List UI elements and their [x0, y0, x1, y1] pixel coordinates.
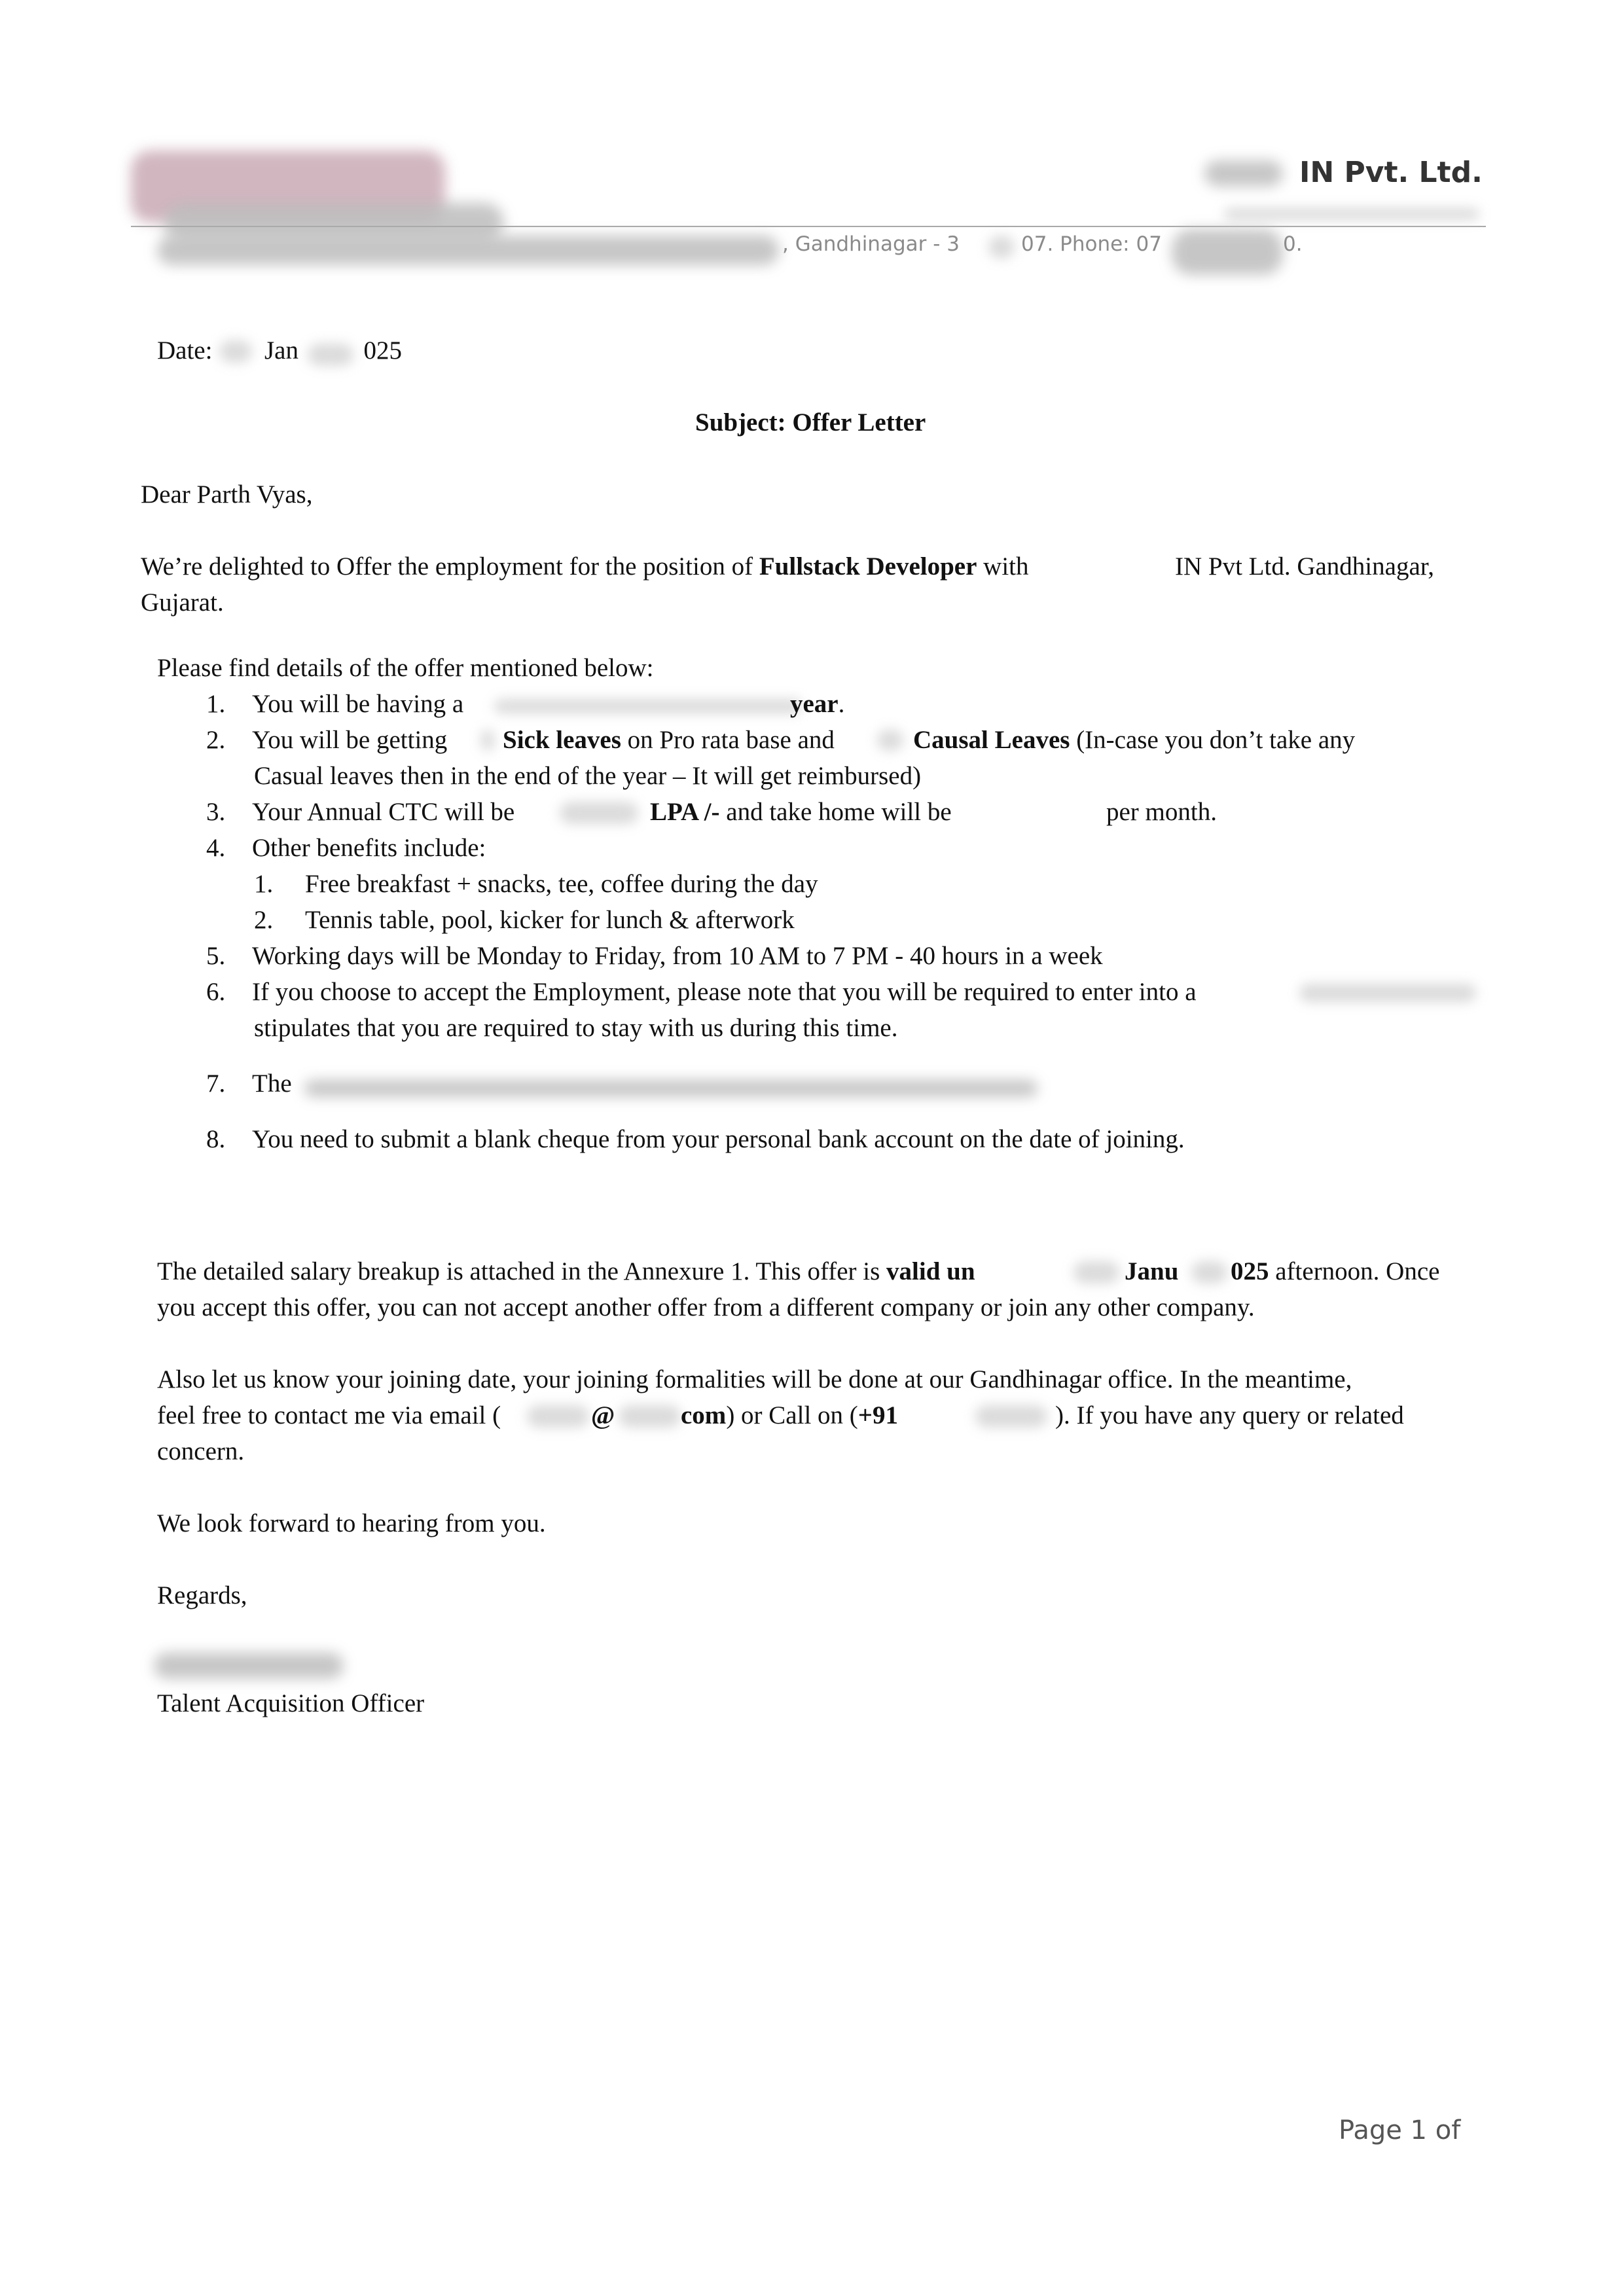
- closing-line: We look forward to hearing from you.: [157, 1509, 546, 1537]
- offer-item-5: 5. Working days will be Monday to Friday, from 10 AM to 7 PM - 40 hours in a week: [206, 942, 1103, 970]
- letter-date: [157, 332, 402, 368]
- redacted-date-part: [308, 344, 353, 366]
- address-phone: 07. Phone: 07: [1021, 232, 1162, 256]
- redacted-cin: [1224, 208, 1479, 220]
- valid-until: valid un: [886, 1257, 975, 1285]
- offer-item-2-tail: Causal Leaves (In-case you don’t take any: [913, 726, 1356, 754]
- date-month: Jan: [264, 336, 298, 365]
- offer-item-1-end: year.: [790, 690, 845, 718]
- joining-line-2b: com) or Call on (+91: [681, 1401, 899, 1429]
- offer-item-4: 4. Other benefits include:: [206, 834, 486, 862]
- validity-line-2: you accept this offer, you can not accept another offer from a different company or join any other company.: [157, 1293, 1255, 1321]
- offer-item-6: 6. If you choose to accept the Employment, please note that you will be required to enter into a: [206, 978, 1197, 1006]
- redacted-address: [157, 236, 779, 265]
- intro-line-1: We’re delighted to Offer the employment for the position of Fullstack Developer with: [141, 552, 1029, 581]
- salutation: Dear Parth Vyas,: [141, 480, 313, 509]
- redacted-casual-count: [877, 730, 903, 751]
- benefit-1: 1. Free breakfast + snacks, tee, coffee during the day: [254, 870, 818, 898]
- joining-line-2c: ). If you have any query or related: [1055, 1401, 1404, 1429]
- redacted-company-name: [1204, 160, 1283, 187]
- joining-line-3: concern.: [157, 1437, 245, 1465]
- position-name: Fullstack Developer: [759, 552, 977, 581]
- benefit-2: 2. Tennis table, pool, kicker for lunch & afterwork: [254, 906, 795, 934]
- validity-line-1: The detailed salary breakup is attached in the Annexure 1. This offer is valid un: [157, 1257, 975, 1285]
- redacted-ctc: [560, 802, 638, 824]
- redacted-phone: [1172, 229, 1283, 275]
- joining-line-2a: feel free to contact me via email (: [157, 1401, 501, 1429]
- letterhead-rule: [131, 226, 1486, 227]
- offer-item-7: 7. The: [206, 1069, 292, 1098]
- intro-line-2: Gujarat.: [141, 588, 224, 617]
- offer-item-1: 1. You will be having a: [206, 690, 464, 718]
- redacted-item-7: [304, 1080, 1038, 1097]
- validity-month: Janu: [1125, 1257, 1179, 1285]
- validity-tail: 025 afternoon. Once: [1231, 1257, 1440, 1285]
- offer-item-3: 3. Your Annual CTC will be: [206, 798, 515, 826]
- date-label: Date:: [157, 336, 213, 365]
- offer-item-2-line2: Casual leaves then in the end of the year – It will get reimbursed): [254, 762, 922, 790]
- date-year: 025: [363, 336, 402, 365]
- redacted-phone-number: [975, 1405, 1047, 1427]
- intro-company: IN Pvt Ltd. Gandhinagar,: [1175, 552, 1434, 581]
- redacted-valid-year: [1191, 1261, 1227, 1283]
- subject-line: Subject: Offer Letter: [695, 408, 926, 437]
- offer-item-6-line2: stipulates that you are required to stay with us during this time.: [254, 1014, 898, 1042]
- page-number: Page 1 of: [1339, 2115, 1461, 2145]
- redacted-email-domain: [619, 1405, 681, 1427]
- offer-item-2: 2. You will be getting: [206, 726, 448, 754]
- phone-prefix: +91: [857, 1401, 899, 1429]
- redacted-contract-term: [1299, 984, 1476, 1002]
- signatory-title: Talent Acquisition Officer: [157, 1689, 425, 1717]
- company-name: IN Pvt. Ltd.: [1299, 156, 1483, 189]
- redacted-item-1: [494, 699, 802, 713]
- address-city: , Gandhinagar - 3: [782, 232, 960, 256]
- offer-item-2-rest: Sick leaves on Pro rata base and: [503, 726, 835, 754]
- details-heading: Please find details of the offer mentioned below:: [157, 654, 654, 682]
- redacted-sick-count: [481, 730, 494, 751]
- address-end: 0.: [1283, 232, 1303, 256]
- redacted-day: [219, 340, 252, 363]
- offer-item-8: 8. You need to submit a blank cheque from your personal bank account on the date of joining.: [206, 1125, 1185, 1153]
- offer-item-3-rest: LPA /- and take home will be: [650, 798, 952, 826]
- redacted-valid-date: [1074, 1261, 1119, 1283]
- redacted-pin: [988, 236, 1015, 259]
- joining-line-1: Also let us know your joining date, your joining formalities will be done at our Gandhinagar office. In the meantime,: [157, 1365, 1352, 1393]
- redacted-email-user: [527, 1405, 589, 1427]
- redacted-signatory-name: [154, 1653, 344, 1679]
- email-at: @: [591, 1401, 615, 1429]
- regards: Regards,: [157, 1581, 247, 1609]
- offer-item-3-end: per month.: [1106, 798, 1217, 826]
